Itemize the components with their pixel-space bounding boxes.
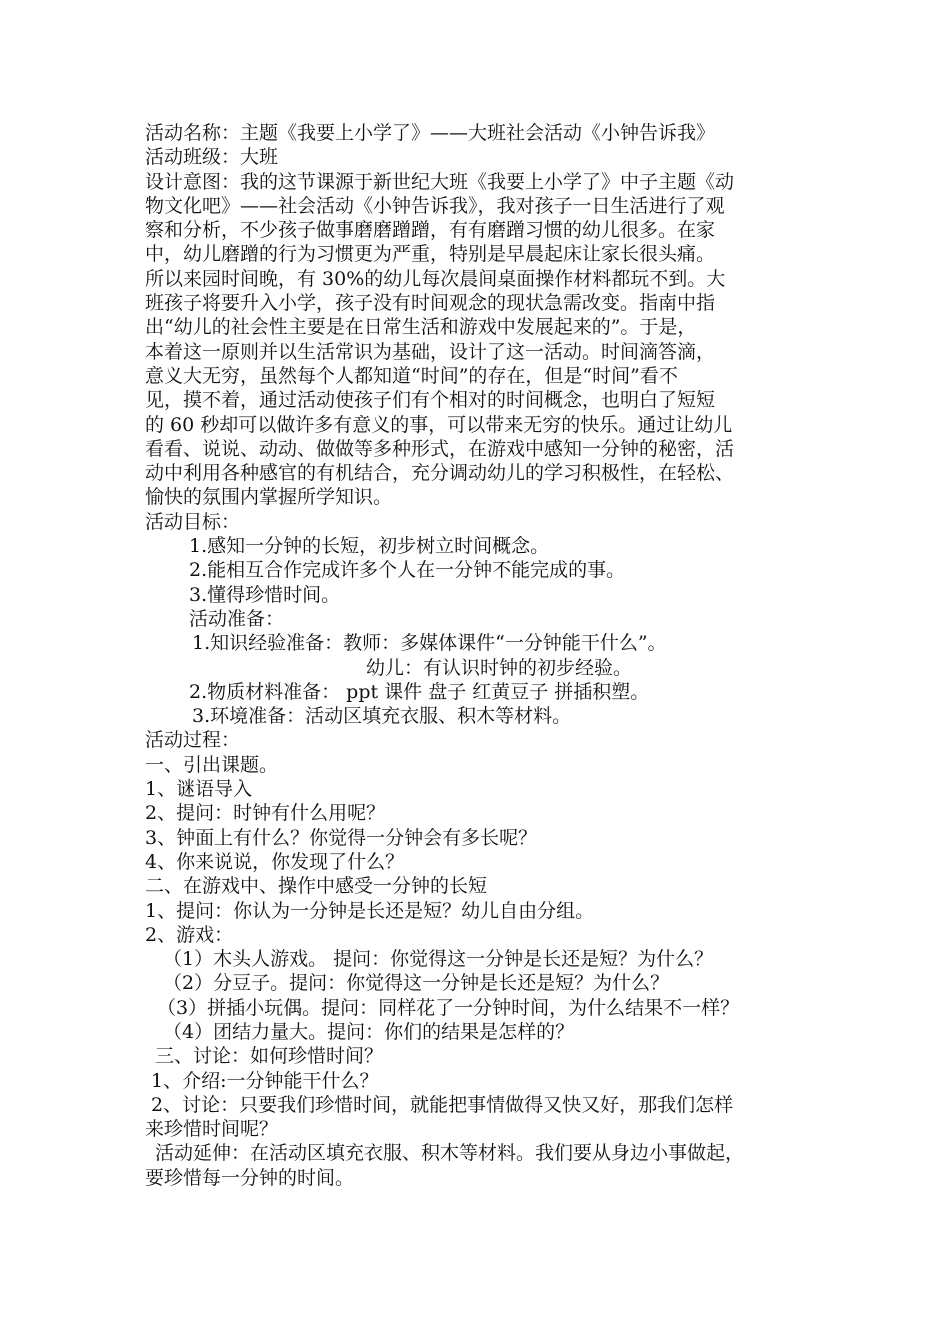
process-part3-title: 三、讨论：如何珍惜时间？	[155, 1045, 384, 1068]
prep-environment: 3.环境准备：活动区填充衣服、积木等材料。	[192, 705, 572, 728]
prep-materials: 2.物质材料准备： ppt 课件 盘子 红黄豆子 拼插积塑。	[189, 680, 650, 703]
design-intent-line: 看看、说说、动动、做做等多种形式，在游戏中感知一分钟的秘密，活	[145, 437, 735, 460]
process-part1-item: 1、谜语导入	[145, 778, 253, 801]
game-item: （2）分豆子。提问：你觉得这一分钟是长还是短？为什么？	[163, 972, 670, 995]
prep-knowledge-child: 幼儿：有认识时钟的初步经验。	[366, 656, 633, 679]
process-part2-title: 二、在游戏中、操作中感受一分钟的长短	[145, 875, 488, 898]
game-item: （4）团结力量大。提问：你们的结果是怎样的？	[163, 1020, 575, 1043]
process-part1-item: 2、提问：时钟有什么用呢？	[145, 802, 386, 825]
design-intent-line: 班孩子将要升入小学，孩子没有时间观念的现状急需改变。指南中指	[145, 292, 716, 315]
design-intent-line: 动中利用各种感官的有机结合，充分调动幼儿的学习积极性，在轻松、	[145, 462, 735, 485]
design-intent-line: 本着这一原则并以生活常识为基础，设计了这一活动。时间滴答滴，	[145, 340, 716, 363]
goal-item: 3.懂得珍惜时间。	[189, 583, 341, 606]
design-intent-line: 的 60 秒却可以做许多有意义的事，可以带来无穷的快乐。通过让幼儿	[145, 413, 733, 436]
process-part3-item: 2、讨论：只要我们珍惜时间，就能把事情做得又快又好，那我们怎样	[151, 1093, 734, 1116]
prep-knowledge: 1.知识经验准备：教师：多媒体课件“一分钟能干什么”。	[192, 632, 667, 655]
design-intent-line: 察和分析，不少孩子做事磨磨蹭蹭，有有磨蹭习惯的幼儿很多。在家	[145, 219, 716, 242]
game-item: （1）木头人游戏。 提问：你觉得这一分钟是长还是短？为什么？	[163, 948, 714, 971]
design-intent-line: 中，幼儿磨蹭的行为习惯更为严重，特别是早晨起床让家长很头痛。	[145, 243, 716, 266]
process-part2-games-label: 2、游戏：	[145, 923, 234, 946]
prep-heading: 活动准备：	[189, 607, 285, 630]
process-part3-item-cont: 来珍惜时间呢？	[145, 1118, 279, 1141]
process-heading: 活动过程：	[145, 729, 241, 752]
process-part1-title: 一、引出课题。	[145, 753, 279, 776]
process-part2-question: 1、提问：你认为一分钟是长还是短？幼儿自由分组。	[145, 899, 595, 922]
design-intent-line: 愉快的氛围内掌握所学知识。	[145, 486, 393, 509]
design-intent-line: 设计意图：我的这节课源于新世纪大班《我要上小学了》中子主题《动	[145, 170, 735, 193]
extension-line: 活动延伸：在活动区填充衣服、积木等材料。我们要从身边小事做起，	[155, 1142, 745, 1165]
design-intent-line: 意义大无穷，虽然每个人都知道“时间”的存在，但是“时间”看不	[145, 364, 678, 387]
game-item: （3）拼插小玩偶。提问：同样花了一分钟时间，为什么结果不一样？	[157, 996, 740, 1019]
activity-name: 活动名称：主题《我要上小学了》——大班社会活动《小钟告诉我》	[145, 122, 716, 144]
goal-item: 1.感知一分钟的长短，初步树立时间概念。	[189, 535, 550, 558]
design-intent-line: 所以来园时间晚，有 30%的幼儿每次晨间桌面操作材料都玩不到。大	[145, 267, 726, 290]
document-page	[145, 121, 825, 1190]
design-intent-line: 物文化吧》——社会活动《小钟告诉我》，我对孩子一日生活进行了观	[145, 194, 725, 217]
goal-item: 2.能相互合作完成许多个人在一分钟不能完成的事。	[189, 559, 626, 582]
design-intent-line: 见，摸不着，通过活动使孩子们有个相对的时间概念，也明白了短短	[145, 389, 716, 412]
process-part3-item: 1、介绍:一分钟能干什么？	[151, 1069, 379, 1092]
process-part1-item: 4、你来说说，你发现了什么？	[145, 850, 405, 873]
extension-line: 要珍惜每一分钟的时间。	[145, 1166, 355, 1189]
design-intent-paragraph	[145, 170, 825, 510]
process-part1-item: 3、钟面上有什么？你觉得一分钟会有多长呢？	[145, 826, 538, 849]
activity-class: 活动班级：大班	[145, 146, 279, 169]
design-intent-line: 出“幼儿的社会性主要是在日常生活和游戏中发展起来的”。于是，	[145, 316, 697, 339]
goals-heading: 活动目标：	[145, 510, 241, 533]
